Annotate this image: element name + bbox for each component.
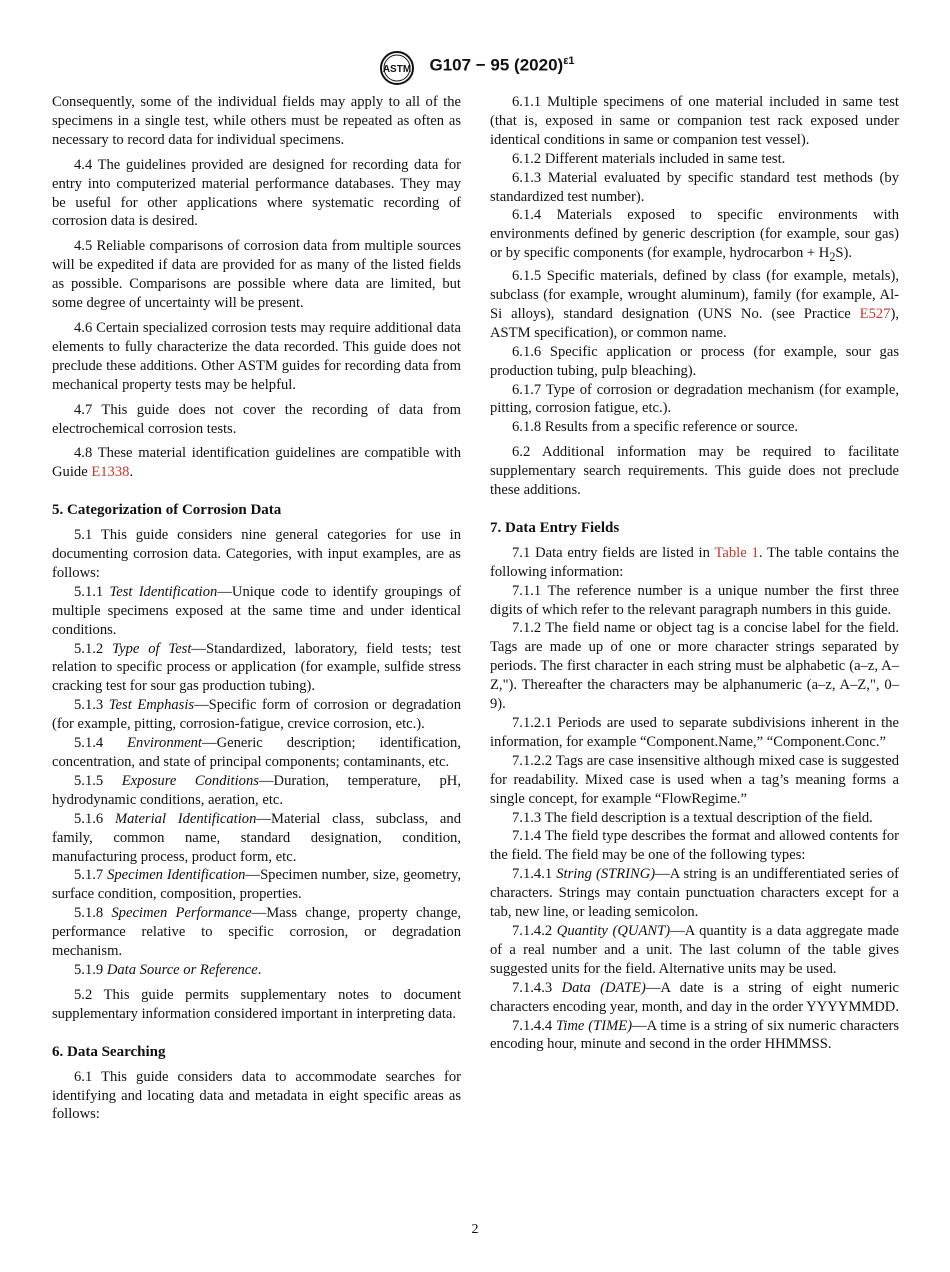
svg-text:ASTM: ASTM	[383, 64, 412, 75]
right-column	[490, 93, 899, 1054]
paragraph-5-1-1: 5.1.1 Test Identification—Unique code to identify groupings of multiple specimens exposed at the same time and under identical conditions.	[52, 583, 461, 638]
paragraph-5-1-9: 5.1.9 Data Source or Reference.	[74, 961, 262, 978]
paragraph-4-8: 4.8 These material identification guidelines are compatible with Guide E1338.	[52, 445, 461, 481]
paragraph-4-5: 4.5 Reliable comparisons of corrosion data from multiple sources will be expedited if data are provided for as many of the listed fields as possible. Comparisons are possible where data are limited, but some degree of uncertainty will be present.	[52, 238, 461, 312]
paragraph-5-1-6: 5.1.6 Material Identification—Material class, subclass, and family, common name, standard designation, condition, manufacturing process, product form, etc.	[52, 810, 461, 865]
paragraph-4-6: 4.6 Certain specialized corrosion tests may require additional data elements to fully characterize the data recorded. This guide does not preclude these additions. Other ASTM guides for recording data from mechanical property tests may be helpful.	[52, 319, 461, 393]
paragraph-7-1-4-4: 7.1.4.4 Time (TIME)—A time is a string of six numeric characters encoding hour, minute and second in the order HHMMSS.	[490, 1017, 900, 1053]
paragraph-5-1-7: 5.1.7 Specimen Identification—Specimen number, size, geometry, surface condition, composition, properties.	[52, 867, 461, 903]
section-heading-6: 6. Data Searching	[52, 1043, 166, 1060]
paragraph-6-1: 6.1 This guide considers data to accommodate searches for identifying and locating data and metadata in eight specific areas as follows:	[52, 1068, 461, 1123]
page-header	[0, 50, 950, 86]
document-designation: G107 − 95 $(2020)^{\varepsilon 1}$	[429, 54, 575, 75]
paragraph-5-1: 5.1 This guide considers nine general categories for use in documenting corrosion data. Categories, with input examples, are as follows:	[52, 527, 461, 581]
paragraph-7-1-2-1: 7.1.2.1 Periods are used to separate subdivisions inherent in the information, for example “Component.Name,” “Component.Conc.”	[490, 715, 899, 750]
section-heading-5: 5. Categorization of Corrosion Data	[52, 502, 282, 519]
paragraph-7-1-4-1: 7.1.4.1 String (STRING)—A string is an undifferentiated series of characters. Strings may contain punctuation characters except for a tab, new line, or leading semicolon.	[490, 866, 900, 921]
table-1-link[interactable]: Table 1	[714, 544, 759, 561]
paragraph-6-1-6: 6.1.6 Specific application or process (for example, sour gas production tubing, pulp bleaching).	[490, 343, 899, 379]
paragraph-6-1-7: 6.1.7 Type of corrosion or degradation mechanism (for example, pitting, corrosion fatigue, etc.).	[490, 381, 899, 417]
left-column	[52, 93, 461, 1124]
paragraph-6-1-4: 6.1.4 Materials exposed to specific environments with environments defined by generic description (for example, sour gas) or by specific components (for example, hydrocarbon + $H_2S$).	[490, 207, 899, 265]
paragraph-5-1-5: 5.1.5 Exposure Conditions—Duration, temperature, pH, hydrodynamic conditions, aeration, etc.	[52, 772, 461, 808]
paragraph-4-7: 4.7 This guide does not cover the recording of data from electrochemical corrosion tests.	[52, 401, 461, 437]
e1338-link[interactable]: E1338	[91, 464, 130, 481]
paragraph-7-1-1: 7.1.1 The reference number is a unique number the first three digits of which refer to the relevant paragraph numbers in this guide.	[490, 582, 899, 618]
paragraph-6-1-5: 6.1.5 Specific materials, defined by class (for example, metals), subclass (for example, wrought aluminum), family (for example, Al-Si alloys), standard designation (UNS No. (see Practice E527), ASTM specification), or common name.	[490, 268, 899, 341]
section-heading-7: 7. Data Entry Fields	[490, 519, 620, 536]
paragraph-7-1-2: 7.1.2 The field name or object tag is a concise label for the field. Tags are made up of one or more character strings separated by periods. The first character in each string must be alphabetic (a–z, A–Z,"). Thereafter the characters may be alphanumeric (a–z, A–Z,", 0–9).	[490, 620, 899, 713]
paragraph: Consequently, some of the individual fields may apply to all of the specimens in a single test, while others must be repeated as often as necessary to record data for individual specimens.	[52, 94, 461, 148]
paragraph-7-1-4-2: 7.1.4.2 Quantity (QUANT)—A quantity is a data aggregate made of a real number and a unit. The last column of the table gives suggested units for the field. Alternative units may be used.	[490, 922, 899, 977]
paragraph-6-1-2: 6.1.2 Different materials included in same test.	[512, 150, 786, 167]
paragraph-5-2: 5.2 This guide permits supplementary notes to document supplementary information considered important in interpreting data.	[52, 986, 461, 1022]
paragraph-4-4: 4.4 The guidelines provided are designed for recording data for entry into computerized material performance databases. They may be useful for other applications where systematic recording of corrosion data is desired.	[52, 156, 461, 230]
paragraph-6-1-8: 6.1.8 Results from a specific reference or source.	[512, 419, 799, 436]
paragraph-6-1-1: 6.1.1 Multiple specimens of one material included in same test (that is, exposed in same or companion test rack exposed under identical conditions in same or companion test vessel).	[490, 94, 899, 148]
paragraph-5-1-3: 5.1.3 Test Emphasis—Specific form of corrosion or degradation (for example, pitting, corrosion-fatigue, crevice corrosion, etc.).	[52, 697, 461, 733]
paragraph-5-1-4: 5.1.4 Environment—Generic description; identification, concentration, and state of principal components; contaminants, etc.	[52, 735, 461, 770]
paragraph-5-1-8: 5.1.8 Specimen Performance—Mass change, property change, performance relative to specific corrosion, or degradation mechanism.	[52, 905, 461, 960]
e527-link[interactable]: E527	[859, 305, 891, 322]
paragraph-5-1-2: 5.1.2 Type of Test—Standardized, laboratory, field tests; test relation to specific process or application (for example, sulfide stress cracking test for sour gas production tubing).	[52, 640, 461, 695]
paragraph-6-2: 6.2 Additional information may be required to facilitate supplementary search requirements. This guide does not preclude these additions.	[490, 444, 899, 499]
paragraph-7-1-3: 7.1.3 The field description is a textual description of the field.	[512, 809, 873, 826]
paragraph-7-1: 7.1 Data entry fields are listed in Table 1. The table contains the following information:	[490, 544, 899, 580]
page-number: 2	[471, 1222, 479, 1237]
paragraph-7-1-4-3: 7.1.4.3 Data (DATE)—A date is a string of eight numeric characters encoding year, month, and day in the order YYYYMMDD.	[490, 979, 900, 1015]
paragraph-7-1-4: 7.1.4 The field type describes the format and allowed contents for the field. The field may be one of the following types:	[490, 828, 899, 864]
astm-logo-icon	[375, 50, 419, 86]
paragraph-7-1-2-2: 7.1.2.2 Tags are case insensitive although mixed case is suggested for readability. Mixed case is used when a tag’s meaning forms a single concept, for example “FlowRegime.”	[490, 752, 899, 807]
paragraph-6-1-3: 6.1.3 Material evaluated by specific standard test methods (by standardized test number).	[490, 169, 899, 205]
